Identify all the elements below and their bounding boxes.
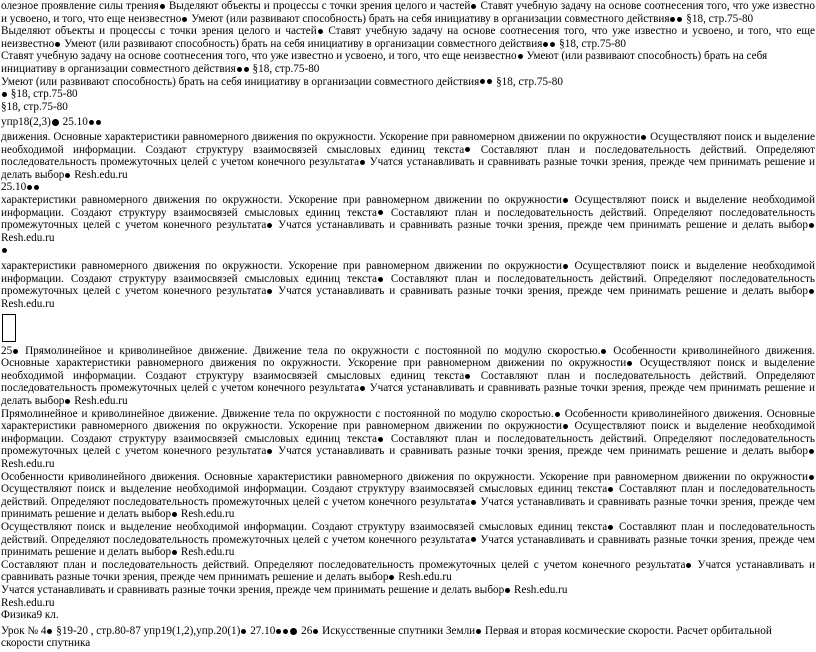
bullet-icon	[267, 223, 272, 228]
bullet-icon	[2, 248, 7, 253]
bullet-icon	[378, 277, 383, 282]
lesson-line: Урок № 4 §19-20 , стр.80-87 упр19(1,2),упр.20(1) 27.10 26 Искусственные спутники Земли Первая и вторая космические скорости. Расчет орбитальной скорости спутника	[1, 624, 772, 650]
bullet-icon	[550, 42, 555, 47]
bullet-icon	[476, 629, 481, 634]
paragraph: характеристики равномерного движения по окружности. Ускорение при равномерном движении по окружности Осуществляют поиск и выделение необходимой информации. Создают структуру взаимосвязей смысловых единиц текста Составляют план и последовательность действий. Определяют последовательность промежуточных целей с учетом конечного результата Учатся устанавливать и сравнивать разные точки зрения, прежде чем принимать решение и делать выбор Resh.edu.ru	[1, 193, 815, 244]
bullet-icon	[34, 185, 39, 190]
bullet-icon	[608, 487, 613, 492]
bullet-icon	[172, 512, 177, 517]
text-line: Учатся устанавливать и сравнивать разные точки зрения, прежде чем принимать решение и делать выбор Resh.edu.ru	[1, 583, 568, 596]
bullet-icon	[465, 374, 470, 379]
bullet-icon	[563, 424, 568, 429]
bullet-icon	[389, 575, 394, 580]
bullet-icon	[809, 449, 814, 454]
text-line: упр18(2,3) 25.10	[1, 116, 815, 129]
bullet-icon	[27, 185, 32, 190]
bullet-icon	[505, 588, 510, 593]
bullet-icon	[96, 120, 101, 125]
text-line: Resh.edu.ru	[1, 596, 55, 609]
bullet-icon	[318, 29, 323, 34]
bullet-icon	[686, 563, 691, 568]
bullet-icon	[267, 289, 272, 294]
paragraph: Осуществляют поиск и выделение необходимой информации. Создают структуру взаимосвязей смысловых единиц текста Составляют план и последовательность действий. Определяют последовательность промежуточных целей с учетом конечного результата Учатся устанавливать и сравнивать разные точки зрения, прежде чем принимать решение и делать выбор Resh.edu.ru	[1, 520, 816, 559]
bullet-icon	[283, 629, 288, 634]
bullet-icon	[471, 537, 476, 542]
text-line	[1, 244, 815, 260]
bullet-icon	[172, 550, 177, 555]
bullet-icon	[809, 475, 814, 480]
bullet-icon	[563, 198, 568, 203]
bullet-icon	[276, 629, 281, 634]
bullet-icon	[555, 412, 560, 417]
text-line: Выделяют объекты и процессы с точки зрения целого и частей Ставят учебную задачу на основе соотнесения того, что уже известно и усвоено, и того, что еще неизвестно Умеют (или развивают способность) брать на себя инициативу в организации совместного действия §18, стр.75-80	[1, 25, 815, 50]
bullet-icon	[465, 147, 470, 152]
paragraph: Составляют план и последовательность действий. Определяют последовательность промежуточных целей с учетом конечного результата Учатся устанавливать и сравнивать разные точки зрения, прежде чем принимать решение и делать выбор Resh.edu.ru	[1, 558, 816, 584]
empty-box	[2, 314, 16, 342]
bullet-icon	[267, 449, 272, 454]
bullet-icon	[809, 289, 814, 294]
paragraph: Прямолинейное и криволинейное движение. Движение тела по окружности с постоянной по модулю скоростью. Особенности криволинейного движения. Основные характеристики равномерного движения по окружности. Ускорение при равномерном движении по окружности Осуществляют поиск и выделение необходимой информации. Создают структуру взаимосвязей смысловых единиц текста Составляют план и последовательность действий. Определяют последовательность промежуточных целей с учетом конечного результата Учатся устанавливать и сравнивать разные точки зрения, прежде чем принимать решение и делать выбор Resh.edu.ru	[1, 407, 816, 470]
paragraph: движения. Основные характеристики равномерного движения по окружности. Ускорение при равномерном движении по окружности Осуществляют поиск и выделение необходимой информации. Создают структуру взаимосвязей смысловых единиц текста Составляют план и последовательность действий. Определяют последовательность промежуточных целей с учетом конечного результата Учатся устанавливать и сравнивать разные точки зрения, прежде чем принимать решение и делать выбор Resh.edu.ru	[1, 130, 815, 181]
bullet-icon	[182, 17, 187, 22]
bullet-icon	[518, 54, 523, 59]
text-line: Физика9 кл.	[1, 609, 59, 622]
bullet-icon	[601, 349, 606, 354]
bullet-icon	[378, 437, 383, 442]
paragraph: характеристики равномерного движения по окружности. Ускорение при равномерном движении по окружности Осуществляют поиск и выделение необходимой информации. Создают структуру взаимосвязей смысловых единиц текста Составляют план и последовательность действий. Определяют последовательность промежуточных целей с учетом конечного результата Учатся устанавливать и сравнивать разные точки зрения, прежде чем принимать решение и делать выбор Resh.edu.ru	[1, 260, 815, 311]
bullet-icon	[627, 361, 632, 366]
bullet-icon	[543, 42, 548, 47]
bullet-icon	[360, 160, 365, 165]
bullet-icon	[563, 264, 568, 269]
bullet-icon	[65, 173, 70, 178]
bullet-icon	[677, 17, 682, 22]
bullet-icon	[47, 629, 52, 634]
bullet-icon	[670, 17, 675, 22]
text-line: олезное проявление силы трения Выделяют объекты и процессы с точки зрения целого и частей Ставят учебную задачу на основе соотнесения того, что уже известно и усвоено, и того, что еще неизвестно Умеют (или развивают способность) брать на себя инициативу в организации совместного действия §18, стр.75-80	[1, 0, 815, 25]
bullet-icon	[241, 629, 246, 634]
bullet-icon	[290, 628, 297, 635]
bullet-icon	[55, 42, 60, 47]
bullet-icon	[244, 67, 249, 72]
text-line: 25.10	[1, 181, 815, 194]
bullet-icon	[608, 525, 613, 530]
bullet-icon	[237, 67, 242, 72]
text-line: Ставят учебную задачу на основе соотнесения того, что уже известно и усвоено, и того, что еще неизвестно Умеют (или развивают способность) брать на себя инициативу в организации совместного действия §18, стр.75-80	[1, 50, 768, 75]
paragraph: 25 Прямолинейное и криволинейное движение. Движение тела по окружности с постоянной по модулю скоростью. Особенности криволинейного движения. Основные характеристики равномерного движения по окружности. Ускорение при равномерном движении по окружности Осуществляют поиск и выделение необходимой информации. Создают структуру взаимосвязей смысловых единиц текста Составляют план и последовательность действий. Определяют последовательность промежуточных целей с учетом конечного результата Учатся устанавливать и сравнивать разные точки зрения, прежде чем принимать решение и делать выбор Resh.edu.ru	[1, 344, 815, 408]
text-line: §18, стр.75-80	[1, 100, 68, 113]
text-line: §18, стр.75-80	[1, 88, 815, 101]
bullet-icon	[471, 500, 476, 505]
bullet-icon	[313, 629, 318, 634]
bullet-icon	[809, 223, 814, 228]
bullet-icon	[160, 4, 165, 9]
bullet-icon	[89, 120, 94, 125]
paragraph: Особенности криволинейного движения. Основные характеристики равномерного движения по окружности. Ускорение при равномерном движении по окружности Осуществляют поиск и выделение необходимой информации. Создают структуру взаимосвязей смысловых единиц текста Составляют план и последовательность действий. Определяют последовательность промежуточных целей с учетом конечного результата Учатся устанавливать и сравнивать разные точки зрения, прежде чем принимать решение и делать выбор Resh.edu.ru	[1, 470, 816, 521]
bullet-icon	[52, 119, 59, 126]
bullet-icon	[2, 92, 7, 97]
bullet-icon	[378, 210, 383, 215]
bullet-icon	[13, 349, 18, 354]
bullet-icon	[360, 386, 365, 391]
bullet-icon	[487, 79, 492, 84]
bullet-icon	[471, 4, 476, 9]
text-line: Умеют (или развивают способность) брать на себя инициативу в организации совместного действия §18, стр.75-80	[1, 75, 563, 88]
bullet-icon	[641, 135, 646, 140]
bullet-icon	[65, 399, 70, 404]
bullet-icon	[480, 79, 485, 84]
